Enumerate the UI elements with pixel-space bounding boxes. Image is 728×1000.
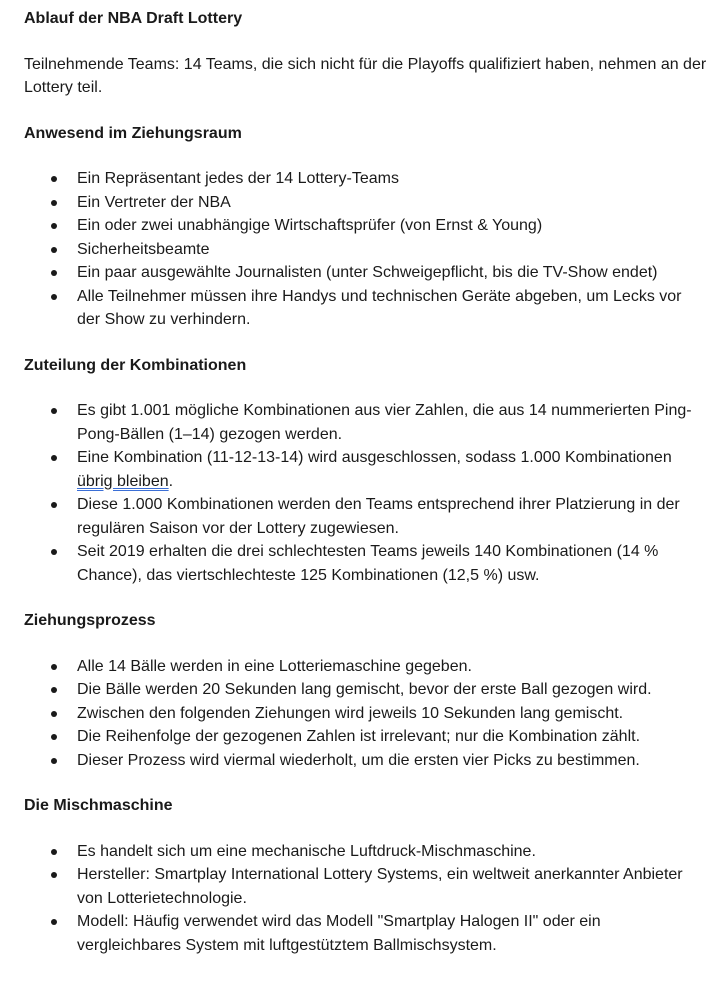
spellcheck-marked-text[interactable]: übrig bleiben — [77, 472, 169, 490]
list-item: Ein paar ausgewählte Journalisten (unter Schweigepflicht, bis die TV-Show endet) — [77, 261, 708, 285]
list-item: Die Reihenfolge der gezogenen Zahlen ist irrelevant; nur die Kombination zählt. — [77, 725, 708, 749]
list-item: Alle 14 Bälle werden in eine Lotteriemaschine gegeben. — [77, 655, 708, 679]
list-item: Zwischen den folgenden Ziehungen wird jeweils 10 Sekunden lang gemischt. — [77, 702, 708, 726]
list-item: Sicherheitsbeamte — [77, 238, 708, 262]
list-item: Ein Repräsentant jedes der 14 Lottery-Teams — [77, 167, 708, 191]
list-item: Die Bälle werden 20 Sekunden lang gemischt, bevor der erste Ball gezogen wird. — [77, 678, 708, 702]
section-heading-anwesend: Anwesend im Ziehungsraum — [24, 124, 242, 142]
bullet-list-mischmaschine — [24, 840, 708, 958]
document-title: Ablauf der NBA Draft Lottery — [24, 10, 243, 27]
bullet-list-anwesend — [24, 167, 708, 332]
section-heading-ziehungsprozess: Ziehungsprozess — [24, 612, 156, 629]
bullet-list-ziehungsprozess — [24, 655, 708, 773]
list-item: Modell: Häufig verwendet wird das Modell "Smartplay Halogen II" oder ein vergleichbares System mit luftgestütztem Ballmischsystem. — [77, 910, 708, 957]
list-item: Es gibt 1.001 mögliche Kombinationen aus vier Zahlen, die aus 14 nummerierten Ping-Pong-Bällen (1–14) gezogen werden. — [77, 399, 708, 446]
list-item: Ein Vertreter der NBA — [77, 191, 708, 215]
list-item: Seit 2019 erhalten die drei schlechtesten Teams jeweils 140 Kombinationen (14 % Chance), das viertschlechteste 125 Kombinationen (12,5 %) usw. — [77, 540, 708, 587]
section-heading-mischmaschine: Die Mischmaschine — [24, 797, 173, 814]
list-item: Alle Teilnehmer müssen ihre Handys und technischen Geräte abgeben, um Lecks vor der Show zu verhindern. — [77, 285, 708, 332]
section-heading-zuteilung: Zuteilung der Kombinationen — [24, 356, 247, 374]
list-item — [77, 446, 708, 493]
list-item: Ein oder zwei unabhängige Wirtschaftsprüfer (von Ernst & Young) — [77, 214, 708, 238]
list-item: Diese 1.000 Kombinationen werden den Teams entsprechend ihrer Platzierung in der regulären Saison vor der Lottery zugewiesen. — [77, 493, 708, 540]
list-item-text: . — [168, 472, 174, 490]
list-item-text: Eine Kombination (11-12-13-14) wird ausgeschlossen, sodass 1.000 Kombinationen — [77, 449, 672, 466]
bullet-list-zuteilung — [24, 399, 708, 587]
list-item: Dieser Prozess wird viermal wiederholt, um die ersten vier Picks zu bestimmen. — [77, 749, 708, 773]
list-item: Es handelt sich um eine mechanische Luftdruck-Mischmaschine. — [77, 840, 708, 864]
list-item: Hersteller: Smartplay International Lottery Systems, ein weltweit anerkannter Anbieter von Lotterietechnologie. — [77, 863, 708, 910]
intro-paragraph: Teilnehmende Teams: 14 Teams, die sich nicht für die Playoffs qualifiziert haben, nehmen an der Lottery teil. — [24, 55, 707, 96]
